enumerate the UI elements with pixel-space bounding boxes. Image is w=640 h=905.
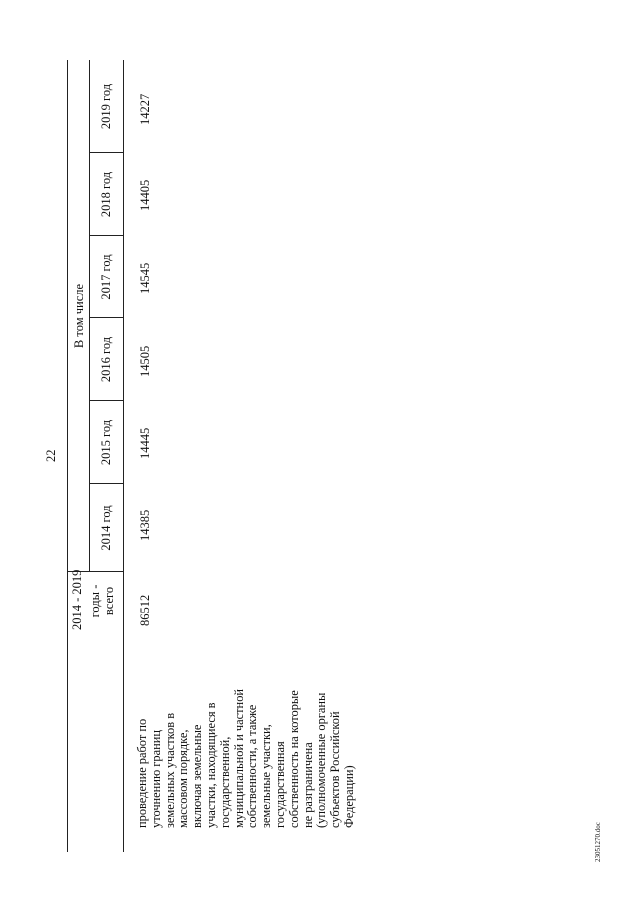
header-year-2017: 2017 год bbox=[99, 254, 113, 300]
header-breakdown: В том числе bbox=[72, 283, 86, 349]
header-year-2019: 2019 год bbox=[99, 83, 113, 130]
header-total-subtitle: годы - всего bbox=[88, 584, 116, 618]
row-value-2016: 14505 bbox=[138, 345, 152, 377]
header-year-2018: 2018 год bbox=[99, 171, 113, 218]
table-top-border bbox=[67, 60, 68, 852]
row-value-2018: 14405 bbox=[138, 179, 152, 211]
row-description: проведение работ по уточнению границ земельных участков в массовом порядке, включая земельные участки, находящиеся в государственной, муниципальной и частной собственности, а также земельные участки, государственная собственность на которые не разграничена (уполномоченные органы субъектов Российской Федерации) bbox=[135, 688, 356, 828]
row-value-2017: 14545 bbox=[138, 262, 152, 294]
footer-filename: 23051270.doc bbox=[594, 822, 602, 862]
group-header-divider bbox=[89, 60, 90, 572]
header-row-bottom-border bbox=[123, 60, 124, 852]
row-value-2015: 14445 bbox=[138, 427, 152, 459]
header-total-period: 2014 - 2019 bbox=[70, 569, 84, 630]
page-number: 22 bbox=[44, 449, 58, 462]
header-year-2016: 2016 год bbox=[99, 336, 113, 383]
header-year-2014: 2014 год bbox=[99, 505, 113, 551]
row-value-2019: 14227 bbox=[138, 93, 152, 125]
row-value-2014: 14385 bbox=[138, 509, 152, 541]
header-year-2015: 2015 год bbox=[99, 419, 113, 466]
row-total-value: 86512 bbox=[138, 594, 152, 626]
